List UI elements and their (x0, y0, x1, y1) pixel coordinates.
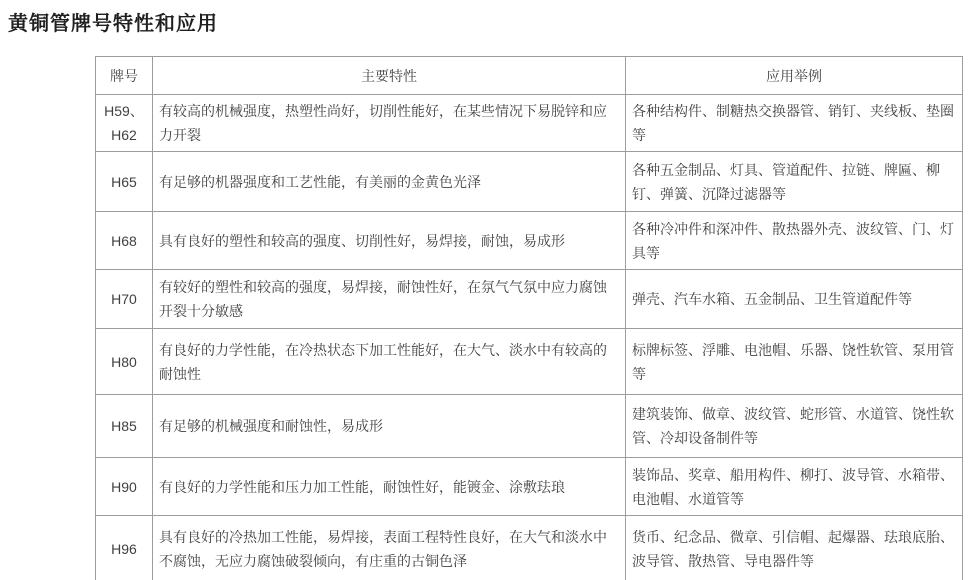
cell-features: 有良好的力学性能，在冷热状态下加工性能好，在大气、淡水中有较高的耐蚀性 (153, 329, 626, 395)
header-cell-features: 主要特性 (153, 57, 626, 95)
cell-features: 有较好的塑性和较高的强度，易焊接，耐蚀性好，在氛气气氛中应力腐蚀开裂十分敏感 (153, 270, 626, 329)
cell-grade: H90 (96, 458, 153, 516)
table-row (96, 270, 963, 329)
cell-applications: 货币、纪念品、微章、引信帽、起爆器、珐琅底胎、波导管、散热管、导电器件等 (626, 516, 963, 580)
header-cell-grade: 牌号 (96, 57, 153, 95)
table-row (96, 329, 963, 395)
cell-features: 有良好的力学性能和压力加工性能，耐蚀性好，能镀金、涂敷珐琅 (153, 458, 626, 516)
cell-applications: 装饰品、奖章、船用构件、柳打、波导管、水箱带、电池帽、水道管等 (626, 458, 963, 516)
brass-grades-table (95, 56, 963, 580)
cell-features: 有足够的机器强度和工艺性能，有美丽的金黄色光泽 (153, 152, 626, 212)
cell-applications: 建筑装饰、做章、波纹管、蛇形管、水道管、饶性软管、冷却设备制件等 (626, 395, 963, 458)
cell-applications: 各种五金制品、灯具、管道配件、拉链、牌匾、柳钉、弹簧、沉降过滤器等 (626, 152, 963, 212)
cell-features: 有较高的机械强度，热塑性尚好，切削性能好，在某些情况下易脱锌和应力开裂 (153, 95, 626, 152)
table-row (96, 395, 963, 458)
cell-grade: H68 (96, 212, 153, 270)
cell-grade: H80 (96, 329, 153, 395)
cell-grade: H65 (96, 152, 153, 212)
cell-grade: H96 (96, 516, 153, 580)
cell-features: 具有良好的塑性和较高的强度、切削性好，易焊接，耐蚀，易成形 (153, 212, 626, 270)
cell-features: 有足够的机械强度和耐蚀性，易成形 (153, 395, 626, 458)
table-header-row (96, 57, 963, 95)
header-cell-applications: 应用举例 (626, 57, 963, 95)
cell-features: 具有良好的冷热加工性能，易焊接，表面工程特性良好，在大气和淡水中不腐蚀，无应力腐蚀破裂倾向，有庄重的古铜色泽 (153, 516, 626, 580)
table-row (96, 212, 963, 270)
table-row (96, 516, 963, 580)
cell-applications: 标牌标签、浮雕、电池帽、乐器、饶性软管、泵用管等 (626, 329, 963, 395)
cell-applications: 弹壳、汽车水箱、五金制品、卫生管道配件等 (626, 270, 963, 329)
cell-applications: 各种结构件、制糖热交换器管、销钉、夹线板、垫圈等 (626, 95, 963, 152)
cell-applications: 各种冷冲件和深冲件、散热器外壳、波纹管、门、灯具等 (626, 212, 963, 270)
table-row (96, 152, 963, 212)
table-row (96, 458, 963, 516)
cell-grade: H85 (96, 395, 153, 458)
cell-grade: H59、H62 (96, 95, 153, 152)
table-row (96, 95, 963, 152)
cell-grade: H70 (96, 270, 153, 329)
page-title: 黄铜管牌号特性和应用 (8, 13, 218, 35)
